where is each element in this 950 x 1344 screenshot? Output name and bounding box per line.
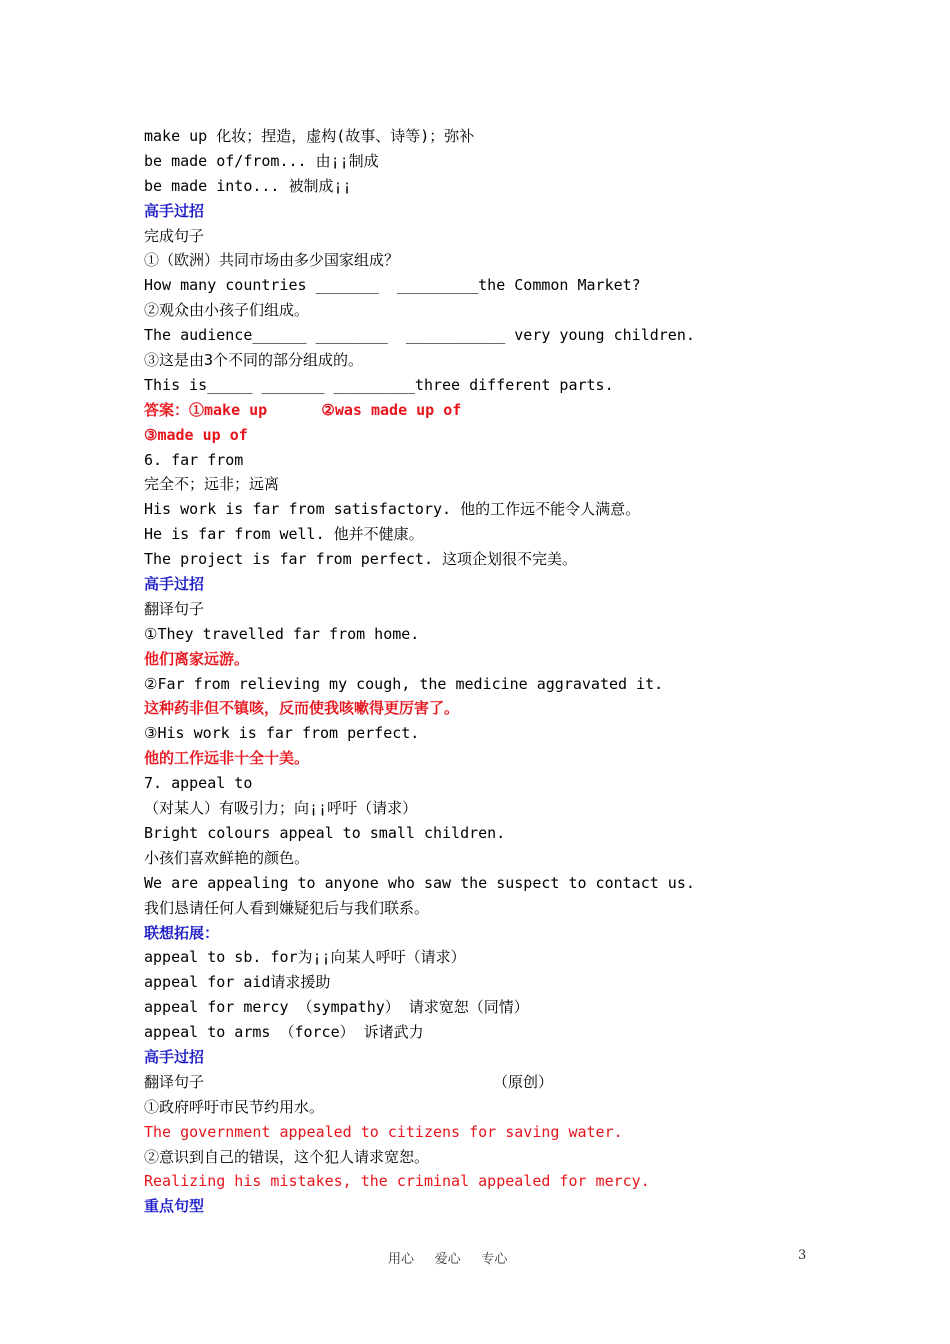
page-number: 3 [798,1248,807,1263]
text-line: appeal for mercy （sympathy） 请求宽恕（同情） [144,998,529,1017]
text-line: ②意识到自己的错误，这个犯人请求宽恕。 [144,1147,430,1166]
answer-line: Realizing his mistakes, the criminal appealed for mercy. [144,1172,650,1191]
footer-slogan: 用心 爱心 专心 [388,1252,508,1267]
text-line: The audience______ ________ ___________ very young children. [144,326,695,345]
text-line: 小孩们喜欢鲜艳的颜色。 [144,848,310,867]
text-line: （对某人）有吸引力；向¡¡呼吁（请求） [144,799,418,818]
text-line: 6. far from [144,450,244,469]
text-line: We are appealing to anyone who saw the suspect to contact us. [144,873,695,892]
text-line: How many countries _______ _________the Common Market? [144,276,641,295]
section-heading: 重点句型 [144,1197,205,1216]
text-line: be made of/from... 由¡¡制成 [144,151,379,170]
text-line: make up 化妆；捏造，虚构(故事、诗等)；弥补 [144,127,475,145]
text-line: 完全不；远非；远离 [144,475,280,494]
section-heading: 高手过招 [144,201,205,220]
text-line: 翻译句子 [144,599,205,618]
answer-line: ③made up of [144,425,248,444]
text-line: This is_____ _______ _________three different parts. [144,375,614,394]
text-line: ①They travelled far from home. [144,624,420,643]
section-heading: 联想拓展： [144,923,220,942]
text-line: be made into... 被制成¡¡ [144,176,352,195]
text-line: appeal to arms （force） 诉诸武力 [144,1023,424,1042]
text-line: 翻译句子 （原创） [144,1072,553,1091]
section-heading: 高手过招 [144,575,205,594]
text-line: 完成句子 [144,226,205,245]
answer-line: 答案：①make up ②was made up of [144,400,462,419]
text-line: Bright colours appeal to small children. [144,823,506,842]
text-line: The project is far from perfect. 这项企划很不完美。 [144,550,578,569]
text-line: 7. appeal to [144,774,253,793]
page-footer [0,1248,950,1268]
text-line: ③His work is far from perfect. [144,724,420,743]
page-body [144,124,834,1219]
answer-line: 他们离家远游。 [144,649,250,668]
text-line: His work is far from satisfactory. 他的工作远不能令人满意。 [144,500,641,519]
text-line: He is far from well. 他并不健康。 [144,525,424,544]
text-line: ①（欧洲）共同市场由多少国家组成？ [144,251,400,270]
answer-line: The government appealed to citizens for saving water. [144,1122,623,1141]
answer-line: 这种药非但不镇咳，反而使我咳嗽得更厉害了。 [144,699,460,718]
text-line: ②Far from relieving my cough, the medicine aggravated it. [144,674,664,693]
text-line: ③这是由3个不同的部分组成的。 [144,351,364,370]
text-line: appeal for aid请求援助 [144,973,331,992]
text-line: appeal to sb. for为¡¡向某人呼吁（请求） [144,948,466,967]
text-line: ②观众由小孩子们组成。 [144,301,310,320]
text-line: 我们恳请任何人看到嫌疑犯后与我们联系。 [144,898,430,917]
section-heading: 高手过招 [144,1047,205,1066]
answer-line: 他的工作远非十全十美。 [144,749,310,768]
text-line: ①政府呼吁市民节约用水。 [144,1097,325,1116]
